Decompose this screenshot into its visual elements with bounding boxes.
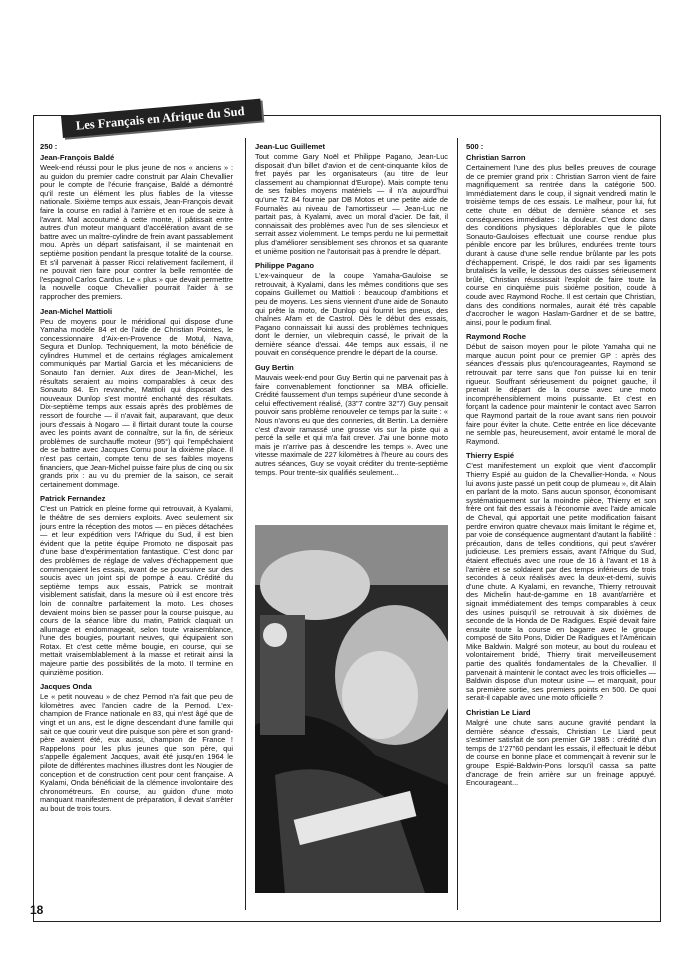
rider-heading: Philippe Pagano [255,261,315,271]
column-right [466,140,656,910]
rider-paragraph: Mauvais week-end pour Guy Bertin qui ne parvenait pas à faire convenablement fonctionner sa MBA officielle. Crédité faussement d'un temps supérieur d'une seconde à celui effectivement réalisé, (33"7 contre 32"7) Guy pensait pouvoir sans problème renouveler ce temps par la suite : « Nous n'avons eu que des conneries, dit Bertin. La dernière c'est d'avoir ramassé une grosse vis sur la piste qui a percé la selle et qui m'a fait crever. J'ai une bonne moto mais je n'arrive pas à descendre les temps ». Avec une vitesse maximale de 227 kilomètres à l'heure au cours des autres séances, Guy se voyait créditer du trente-septième temps. Pour trente-six qualifiés seulement... [255,373,448,477]
rider-heading: Jean-François Baldé [40,153,115,162]
rider-photo-illustration [255,525,448,893]
rider-paragraph: C'est un Patrick en pleine forme qui retrouvait, à Kyalami, le théâtre de ses derniers exploits. Avec seulement six jours entre la réception des motos — en pièces détachées — et leur expédition vers l'Afrique du Sud, il est bien évident que la petite équipe Promoto ne disposait pas d'une base d'expérimentation fantastique. C'est donc par des problèmes de réglage de valves d'échappement que commençaient les essais, avant de se poursuivre sur des soucis avec un joint spi de pompe à eau. Crédité du septième temps aux essais, Patrick se montrait visiblement satisfait, dans la mesure où il est encore très loin de connaître parfaitement la moto. Les choses devaient moins bien se passer pour la course puisque, au cours de la séance libre du matin, Patrick claquait un allumage et endommageait, selon toute vraisemblance, l'une des bougies, pourtant neuves, qui équipaient son Rotax. Et c'est cette même bougie, en course, qui se mettait vraisemblablement à la masse et retirait ainsi la majeure partie des possibilités de la moto. Il termine en quinzième position. [40,504,233,677]
section-banner: Les Français en Afrique du Sud [61,99,262,138]
rider-heading: Guy Bertin [255,363,294,373]
rider-heading: Christian Le Liard [466,708,531,718]
category-heading: 500 : [466,142,484,151]
rider-paragraph: Le « petit nouveau » de chez Pernod n'a fait que peu de kilomètres avec l'ancien cadre de la Pernod. L'ex-champion de France nationale en 83, qui n'est âgé que de vingt et un ans, est le digne descendant d'une famille qui sait ce que courir veut dire puisque son père et son grand-père avaient été, eux aussi, champion de France ! Rappelons pour les plus jeunes que son père, qui s'appelle également Jacques, avait été jusqu'en 1964 le pilote de différentes machines illustres dont les Nougier de conception et de construction cent pour cent française. A Kyalami, Onda bénéficiait de la clémence involontaire des chronométreurs. En course, au guidon d'une moto manquant manifestement de préparation, il devait s'arrêter au bout de trois tours. [40,692,233,813]
rider-heading: Christian Sarron [466,153,526,162]
column-left [40,140,233,910]
rider-paragraph: C'est manifestement un exploit que vient d'accomplir Thierry Espié au guidon de la Chevallier-Honda. « Nous lui avons juste passé un petit coup de plumeau », dit Alain en parlant de la moto. Sans aucun sponsor, économisant systématiquement sur la moindre pièce, Thierry et son frère ont fait des essais à l'économie avec l'aide amicale de Cheval, qui apportait une petite modification faisant perdre environ quatre chevaux mais limitant le régime et, par voie de conséquence augmentant d'autant la fiabilité : précaution, dans de telles conditions, qui peut s'avérer judicieuse. Les premiers essais, avant l'Afrique du Sud, étaient effectués avec une roue de 16 à l'avant et 18 à l'arrière et se soldaient par des temps inférieurs de trois secondes à ceux réalisés avec la deux-et-demi, suivis d'une chute. A Kyalami, en revanche, Thierry retrouvait des Michelin haut-de-gamme en 18 avant/arrière et signait immédiatement des temps comparables à ceux des usines puisqu'il se retrouvait à six dixièmes de seconde de la Honda de De Radigues. Espié devait faire ensuite toute la course en bagarre avec le groupe composé de Sito Pons, Didier De Radigues et l'Américain Mike Baldwin. Malgré son moteur, au bout du rouleau et volontairement bridé, Thierry tirait merveilleusement partie des qualités fondamentales de la Chevallier. Il parvenait à maintenir le contact avec les trois officielles — Baldwin dispose d'un moteur usine — et marquait, pour sa première sortie, ses premiers points en 500. De quoi serait-il capable avec une moto officielle ? [466,461,656,703]
rider-heading: Thierry Espié [466,451,515,461]
rider-paragraph: Début de saison moyen pour le pilote Yamaha qui ne marque aucun point pour ce premier GP : après des séances d'essais plus qu'encourageantes, Raymond se retrouvait par terre sans que l'on puisse lui en tenir rigueur. Souffrant sérieusement du poignet gauche, il prenait le départ de la course avec une moto incompréhensiblement moins puissante. Et c'est en forçant la cadence pour maintenir le contact avec Sarron que Raymond partait de la roue avant sans rien pouvoir faire pour éviter la chute. Cette entrée en lice décevante ne semble pas, heureusement, avoir entamé le moral de Raymond. [466,342,656,446]
rider-paragraph: L'ex-vainqueur de la coupe Yamaha-Gauloise se retrouvait, à Kyalami, dans les mêmes conditions que ses copains Guillemet ou Mattioli : beaucoup d'ambitions et peu de moyens. Les siens viennent d'une aide de Sonauto qui prête la moto, de Dunlop qui fournit les pneus, des chaînes Afam et de Castrol. Dès le début des essais, Pagano connaissait lui aussi des problèmes techniques dont le dernier, un vilebrequin cassé, le privait de la dernière séance d'essai. 44e temps aux essais, il ne pouvait en conséquence prendre le départ de la course. [255,271,448,358]
column-divider [245,138,246,910]
rider-paragraph: Tout comme Gary Noël et Philippe Pagano, Jean-Luc disposait d'un billet d'avion et de cent-cinquante kilos de fret payés par les organisateurs (au titre de leur classement au championnat d'Europe). Mais compte tenu de ses faibles moyens matériels — il n'a aujourd'hui qu'une TZ 84 fournie par DB Motos et une petite aide de Fournalès au niveau de l'amortisseur — Jean-Luc ne partait pas, à Kyalami, avec un moral d'acier. De fait, il connaissait des problèmes avec l'un de ses silencieux et serrait assez violemment. Le temps perdu ne lui permettait plus d'améliorer sensiblement ses chronos et sa quarante et unième position ne l'autorisait pas à prendre le départ. [255,152,448,256]
rider-heading: Jean-Luc Guillemet [255,142,326,151]
rider-paragraph: Malgré une chute sans aucune gravité pendant la dernière séance d'essais, Christian Le Liard peut s'estimer satisfait de son premier GP 1985 : crédité d'un temps de 1'27"60 pendant les essais, il effectuait le début de course en bonne place et commençait à revenir sur le groupe Espié-Baldwin-Pons lorsqu'il cassa sa patte d'ancrage de frein arrière sur un freinage appuyé. Encourageant... [466,718,656,788]
column-divider [457,138,458,910]
rider-heading: Jean-Michel Mattioli [40,306,113,316]
page-number: 18 [30,903,44,917]
rider-heading: Jacques Onda [40,682,92,692]
category-heading: 250 : [40,142,58,151]
rider-heading: Raymond Roche [466,332,526,342]
rider-photo [255,525,448,893]
column-middle [255,140,448,525]
rider-paragraph: Certainement l'une des plus belles preuves de courage de ce premier grand prix : Christian Sarron vient de faire magnifiquement sa rentrée dans la catégorie 500. Immédiatement dans le coup, il signait vendredi matin le troisième temps de ces essais. Le malheur, pour lui, fut cette chute en début de dernière séance et ses conséquences immédiates : la douleur. C'est donc dans des conditions physiques déplorables que le pilote Sonauto-Gauloises effectuait une course rendue plus pénible encore par les brûlures, endurées trente tours durant à cause d'une selle rendue brûlante par les pots d'échappement. Crispé, le dos raidi par ses ligaments brutalisés la veille, le dessous des cuisses sérieusement brûlé, Christian réussissait l'exploit de faire toute la course en cinquième puis sixième position, coude à coude avec Raymond Roche. Il est certain que Christian, dans des conditions normales, aurait été très capable d'accrocher le wagon Haslam-Gardner et de se battre, ainsi, pour le podium final. [466,163,656,327]
rider-paragraph: Peu de moyens pour le méridional qui dispose d'une Yamaha modèle 84 et de l'aide de Christian Pointes, le concessionnaire d'Aix-en-Provence de Motul, Nava, Segura et Dunlop. Techniquement, la moto bénéficie de cylindres Hummel et de certains réglages amicalement communiqués par Martial Garcia et les mécaniciens de Sonauto l'an dernier. Aux dires de Jean-Michel, les résultats seraient au moins comparables à ceux des Sonauto 84. En revanche, Mattioli qui disposait des nouveaux Dunlop s'est montré enchanté des résultats. Dix-septième temps aux essais après des problèmes de ressort de fourche — il n'avait fait, auparavant, que deux jours d'essais à Nogaro — il flirtait durant toute la course avec les points avant de connaître, sur la fin, de sérieux problèmes de surchauffe moteur (95°) qui l'empêchaient de se battre avec Jacques Cornu pour la dixième place. Il n'est pas certain, compte tenu de ses faibles moyens financiers, que Jean-Michel puisse faire plus de cinq ou six grands prix : au vu du premier de la saison, ce serait certainement dommage. [40,316,233,489]
rider-paragraph: Week-end réussi pour le plus jeune de nos « anciens » : au guidon du premier cadre construit par Alain Chevallier pour le compte de l'écurie française, Baldé a démontré qu'il reste un élément les plus fiables de la vitesse nationale. Sixième temps aux essais, Jean-François devait faire la course en radial à l'arrière et en roue de seize à l'avant. Mal accoutumé à cette monte, il pâtissait entre autres d'un moteur manquant d'accélération avant de se battre avec un maître-cylindre de frein avant passablement mou. Après un départ satisfaisant, il se maintenait en septième position pendant la presque totalité de la course. Et s'il parvenait à passer Ricci relativement facilement, il ne pouvait rien faire pour contrer la belle remontée de l'espagnol Carlos Cardus. Le « plus » que devait permettre la nouvelle coque Chevallier pourrait l'aider à se rapprocher des premiers. [40,163,233,301]
rider-heading: Patrick Fernandez [40,494,106,504]
